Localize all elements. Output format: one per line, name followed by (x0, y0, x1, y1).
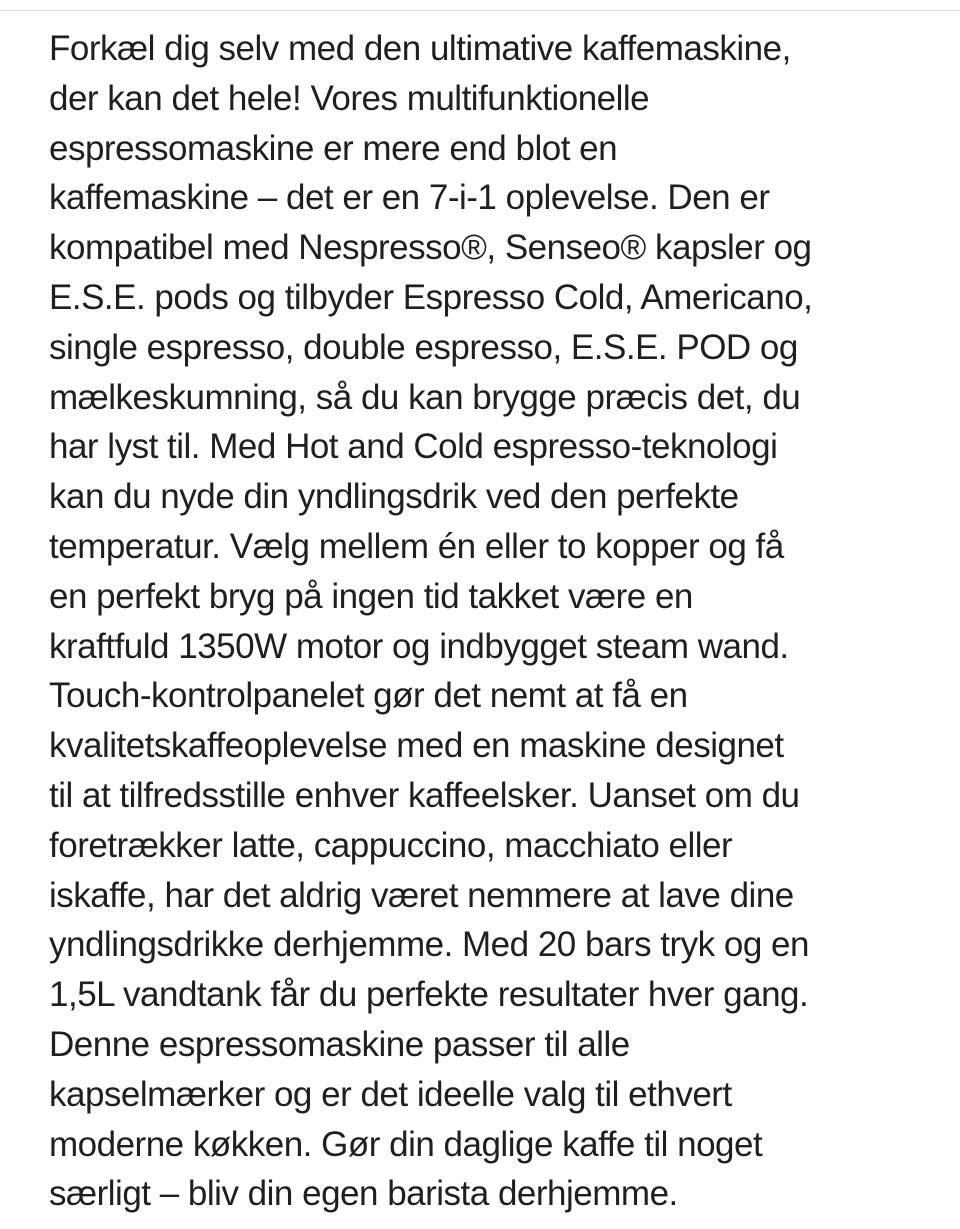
description-line: mælkeskumning, så du kan brygge præcis det, du (49, 377, 801, 417)
description-line: Forkæl dig selv med den ultimative kaffemaskine, (49, 29, 791, 68)
description-line: single espresso, double espresso, E.S.E. POD og (49, 327, 798, 367)
description-line: kvalitetskaffeoplevelse med en maskine designet (49, 726, 784, 766)
description-line: en perfekt bryg på ingen tid takket være en (49, 576, 693, 616)
description-line: kapselmærker og er det ideelle valg til ethvert (49, 1074, 732, 1114)
description-line: kaffemaskine – det er en 7-i-1 oplevelse. Den er (49, 178, 770, 218)
description-line: særligt – bliv din egen barista derhjemme. (49, 1174, 678, 1214)
description-line: E.S.E. pods og tilbyder Espresso Cold, Americano, (49, 277, 813, 317)
description-line: kraftfuld 1350W motor og indbygget steam wand. (49, 626, 789, 666)
description-line: 1,5L vandtank får du perfekte resultater hver gang. (49, 975, 809, 1015)
description-line: foretrækker latte, cappuccino, macchiato eller (49, 825, 733, 865)
description-line: har lyst til. Med Hot and Cold espresso-teknologi (49, 427, 778, 467)
description-line: kan du nyde din yndlingsdrik ved den perfekte (49, 477, 739, 517)
description-line: kompatibel med Nespresso®, Senseo® kapsler og (49, 228, 812, 268)
description-line: temperatur. Vælg mellem én eller to kopper og få (49, 526, 784, 566)
description-line: til at tilfredsstille enhver kaffeelsker. Uanset om du (49, 775, 800, 815)
description-line: Touch-kontrolpanelet gør det nemt at få en (49, 676, 688, 716)
description-line: der kan det hele! Vores multifunktionelle (49, 78, 650, 118)
product-description (49, 24, 939, 1219)
description-line: espressomaskine er mere end blot en (49, 128, 618, 168)
description-line: Denne espressomaskine passer til alle (49, 1024, 630, 1064)
top-divider (0, 10, 960, 11)
description-line: iskaffe, har det aldrig været nemmere at lave dine (49, 875, 794, 915)
description-line: moderne køkken. Gør din daglige kaffe til noget (49, 1124, 763, 1164)
description-line: yndlingsdrikke derhjemme. Med 20 bars tryk og en (49, 925, 809, 965)
